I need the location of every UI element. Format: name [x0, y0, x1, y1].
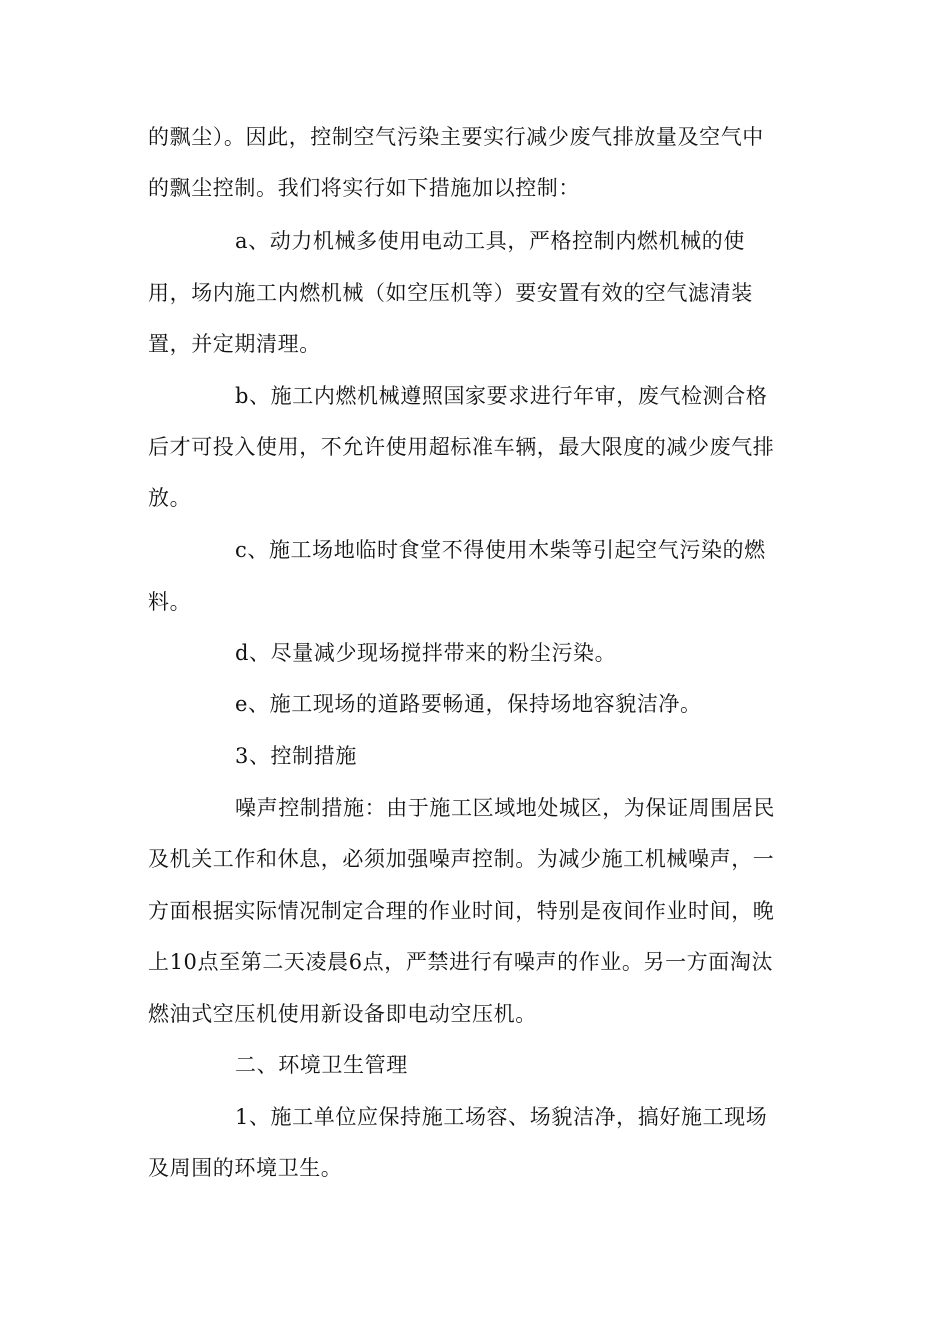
section-heading-2: 二、环境卫生管理	[235, 1053, 408, 1077]
text-line: 上10点至第二天凌晨6点，严禁进行有噪声的作业。另一方面淘汰	[148, 950, 774, 974]
text-line: 的飘尘）。因此，控制空气污染主要实行减少废气排放量及空气中	[148, 125, 764, 149]
section-heading-3: 3、控制措施	[235, 744, 357, 768]
text-line: 的飘尘控制。我们将实行如下措施加以控制：	[148, 176, 580, 200]
text-line: 方面根据实际情况制定合理的作业时间，特别是夜间作业时间，晚	[148, 899, 775, 923]
paragraph-noise-start: 噪声控制措施：由于施工区域地处城区，为保证周围居民	[235, 796, 775, 820]
paragraph-a-start: a、动力机械多使用电动工具，严格控制内燃机械的使	[235, 229, 745, 253]
paragraph-c-start: c、施工场地临时食堂不得使用木柴等引起空气污染的燃	[235, 538, 766, 562]
text-line: 用，场内施工内燃机械（如空压机等）要安置有效的空气滤清装	[148, 281, 753, 305]
text-line: 及机关工作和休息，必须加强噪声控制。为减少施工机械噪声，一	[148, 847, 775, 871]
paragraph-d: d、尽量减少现场搅拌带来的粉尘污染。	[235, 641, 617, 665]
text-line: 放。	[148, 486, 192, 510]
text-line: 后才可投入使用，不允许使用超标准车辆，最大限度的减少废气排	[148, 435, 775, 459]
paragraph-1-start: 1、施工单位应保持施工场容、场貌洁净，搞好施工现场	[235, 1105, 768, 1129]
text-line: 料。	[148, 590, 192, 614]
text-line: 燃油式空压机使用新设备即电动空压机。	[148, 1002, 537, 1026]
paragraph-e: e、施工现场的道路要畅通，保持场地容貌洁净。	[235, 692, 702, 716]
text-line: 及周围的环境卫生。	[148, 1156, 343, 1180]
paragraph-b-start: b、施工内燃机械遵照国家要求进行年审，废气检测合格	[235, 384, 768, 408]
text-line: 置，并定期清理。	[148, 332, 321, 356]
